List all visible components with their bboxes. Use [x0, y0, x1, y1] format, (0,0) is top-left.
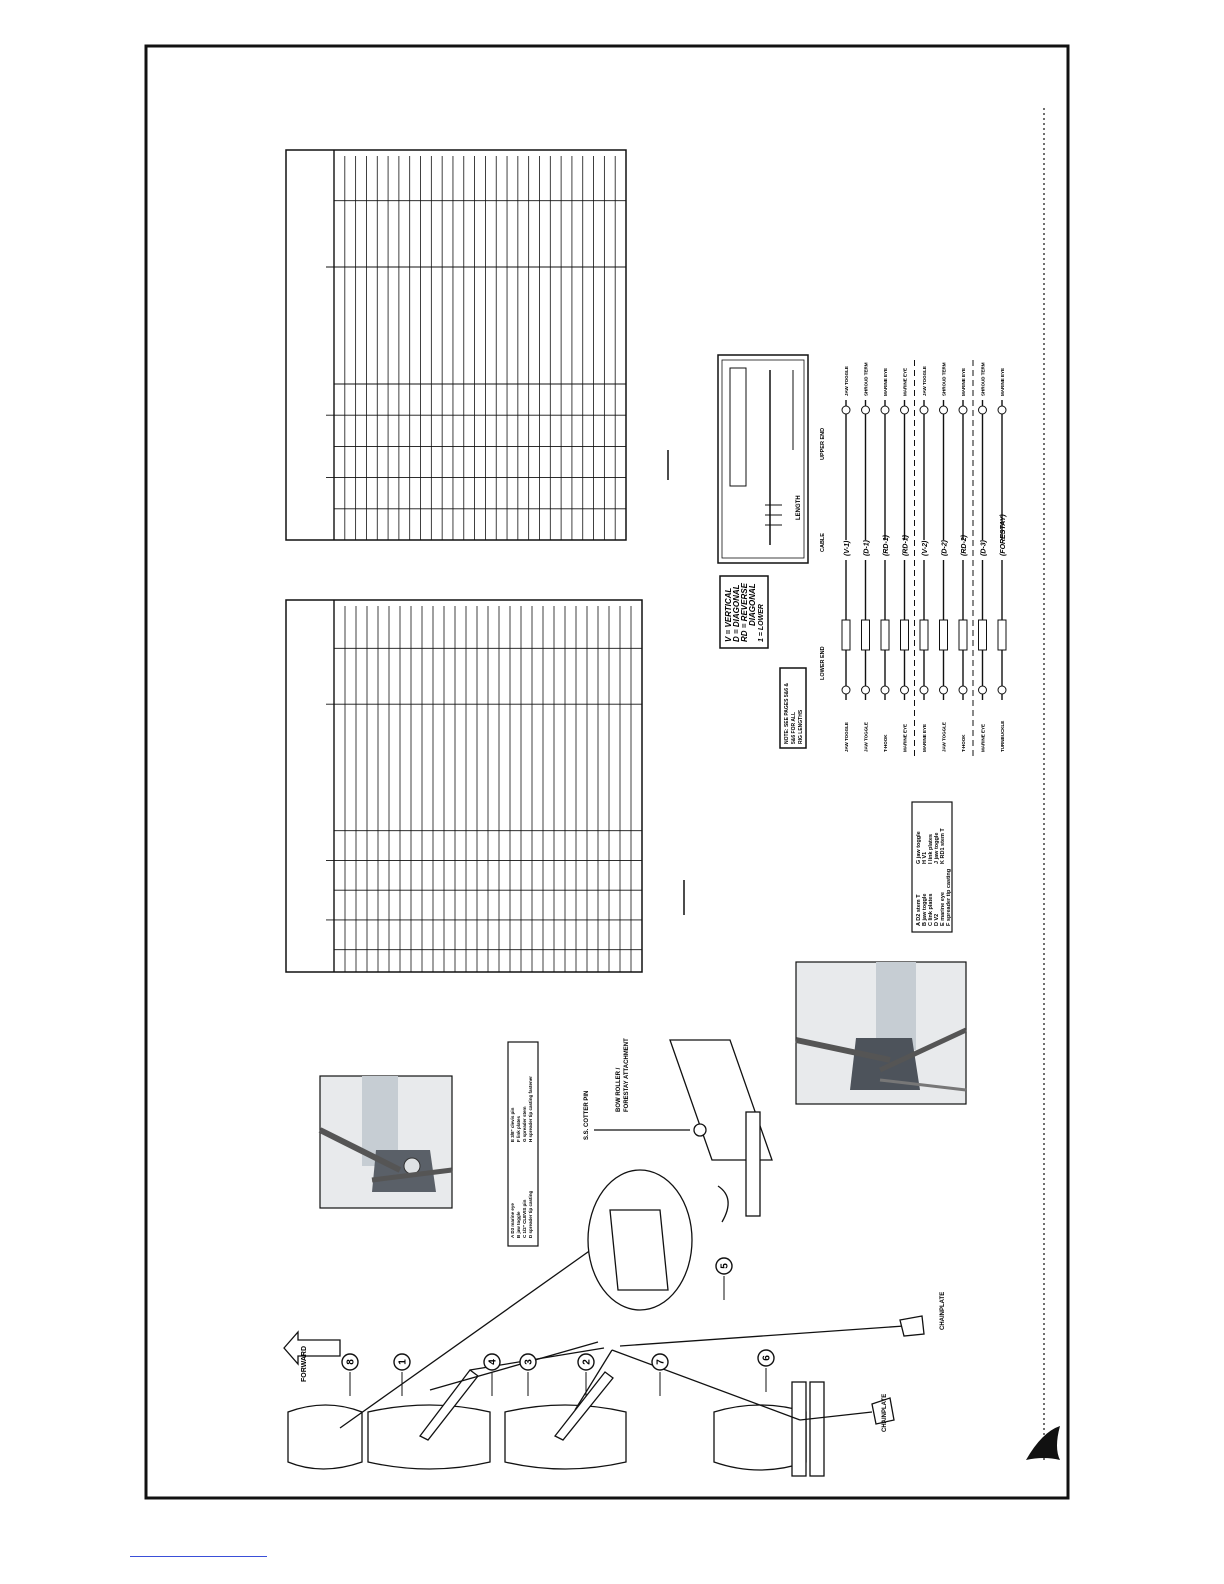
rig-upper-label: JAW TOGGLE	[922, 366, 927, 396]
legend-entry: G spreader stem	[522, 1106, 527, 1142]
rig-row	[842, 366, 851, 752]
rig-upper-label: MARINE EYE	[961, 367, 966, 396]
legend-entry: A D3 marine eye	[510, 1203, 515, 1238]
rig-code-label: (V-1)	[844, 540, 851, 556]
bow-roller-label-2: FORESTAY ATTACHMENT	[624, 1038, 630, 1112]
bow-roller-label-1: BOW ROLLER /	[616, 1067, 622, 1112]
note-line-3: RIG LENGTHS	[798, 709, 804, 744]
header-upper-end: UPPER END	[820, 427, 826, 460]
rig-lower-label: T-HOOK	[961, 734, 966, 752]
rig-upper-label: MARINE EYE	[883, 367, 888, 396]
legend-entry: E marine eye	[940, 892, 946, 926]
rig-code-label: (RD-1)	[883, 535, 890, 556]
legend-entry: G jaw toggle	[916, 831, 922, 864]
rig-lower-label: MARINE EYE	[902, 723, 908, 752]
key-line-4: DIAGONAL	[748, 583, 757, 626]
rig-row	[998, 368, 1007, 752]
rig-code-label: (RD-1)	[902, 535, 910, 556]
svg-text:8: 8	[345, 1359, 357, 1365]
rig-row	[862, 362, 871, 752]
callout-8	[342, 1354, 358, 1396]
turnbuckle-detail-box	[718, 355, 808, 563]
legend-entry: H spreader tip casting fastener	[528, 1075, 533, 1142]
table-frame	[286, 600, 642, 972]
rig-upper-label: MARINE EYE	[1000, 367, 1005, 396]
callout-4	[484, 1354, 500, 1396]
rig-code-label: (D-3)	[980, 540, 988, 556]
legend-entry: A D2 stem T	[916, 894, 922, 926]
rig-table-upper	[286, 150, 626, 540]
rig-row	[881, 368, 890, 752]
rig-row	[920, 366, 929, 752]
legend-entry: K RD1 stem T	[940, 828, 946, 864]
legend-entry: D V2	[934, 913, 940, 926]
note-line-2: 5&6 FOR ALL	[791, 711, 797, 744]
bow-detail-circle	[588, 1170, 692, 1310]
svg-text:5: 5	[719, 1263, 731, 1269]
rig-lower-label: JAW TOGGLE	[941, 722, 947, 752]
callout-7	[652, 1354, 668, 1396]
chainplate-right	[900, 1316, 924, 1336]
legend-entry: E 3/8" clevis pin	[510, 1107, 515, 1142]
table-frame	[286, 150, 626, 540]
rig-lower-label: JAW TOGGLE	[863, 722, 869, 752]
rig-diagram	[718, 355, 1007, 760]
svg-text:7: 7	[655, 1359, 667, 1365]
key-line-5: 1 = LOWER	[758, 604, 765, 642]
legend-entry: H V1	[922, 851, 928, 864]
chainplate-bottom-label: CHAINPLATE	[882, 1393, 888, 1432]
rig-row	[959, 360, 973, 760]
rig-code-label: (FORESTAY)	[1000, 514, 1007, 556]
svg-text:4: 4	[487, 1359, 499, 1365]
rig-upper-label: SHROUD TERM	[941, 362, 947, 396]
legend-entry: B jaw toggle	[516, 1211, 521, 1238]
note-line-1: NOTE: SEE PAGES 5&6 &	[784, 682, 790, 744]
rig-lower-label: T-HOOK	[883, 734, 888, 752]
length-label: LENGTH	[796, 495, 802, 520]
rig-lower-label: MARINE EYE	[980, 723, 986, 752]
rig-upper-label: MARINE EYE	[902, 367, 908, 396]
rig-upper-label: JAW TOGGLE	[844, 366, 849, 396]
svg-text:6: 6	[761, 1355, 773, 1361]
brand-logo	[1026, 1426, 1060, 1460]
forward-label: FORWARD	[301, 1345, 308, 1382]
legend-entry: C link plates	[928, 893, 934, 926]
rig-lower-label: MARINE EYE	[922, 723, 927, 752]
rig-row	[940, 362, 949, 752]
rig-code-label: (V-2)	[922, 540, 929, 556]
rig-row	[979, 362, 988, 752]
spreader-tip-photo	[320, 1076, 452, 1208]
callout-3	[520, 1354, 536, 1396]
rig-upper-label: SHROUD TERM	[863, 362, 869, 396]
svg-text:2: 2	[581, 1359, 593, 1365]
callout-6	[758, 1350, 774, 1392]
cotter-pin-label: S.S. COTTER PIN	[584, 1090, 590, 1140]
legend-entry: J jaw toggle	[934, 832, 940, 864]
key-line-2: D = DIAGONAL	[732, 584, 741, 642]
legend-entry: D spreader tip casting	[528, 1190, 533, 1238]
footer-rule	[130, 1556, 267, 1557]
svg-text:3: 3	[523, 1359, 535, 1365]
key-line-3: RD = REVERSE	[740, 583, 749, 642]
svg-text:1: 1	[397, 1359, 409, 1365]
rig-row	[901, 360, 915, 760]
rig-lower-label: TURNBUCKLE	[1000, 720, 1005, 752]
header-cable: CABLE	[820, 533, 826, 552]
mast-tube-1	[288, 1405, 362, 1469]
legend-entry: F spreader tip casting	[946, 868, 952, 926]
callout-1	[394, 1354, 410, 1396]
rig-code-label: (D-1)	[863, 540, 871, 556]
legend-entry: I link plates	[928, 834, 934, 864]
chainplate-right-label: CHAINPLATE	[940, 1291, 946, 1330]
callout-5	[716, 1258, 732, 1300]
rig-upper-label: SHROUD TERM	[980, 362, 986, 396]
legend-entry: F link plates	[516, 1115, 521, 1142]
rig-lower-label: JAW TOGGLE	[844, 722, 849, 752]
mast-base-photo	[796, 962, 966, 1104]
legend-entry: C 1/2" CLEVIS pin	[522, 1199, 527, 1238]
rig-code-label: (RD-2)	[961, 535, 968, 556]
key-line-1: V = VERTICAL	[724, 587, 733, 642]
legend-entry: B jaw toggle	[922, 893, 928, 926]
forward-arrow	[284, 1332, 340, 1364]
rig-table-lower	[286, 600, 642, 972]
rig-code-label: (D-2)	[941, 540, 949, 556]
header-lower-end: LOWER END	[820, 646, 826, 680]
